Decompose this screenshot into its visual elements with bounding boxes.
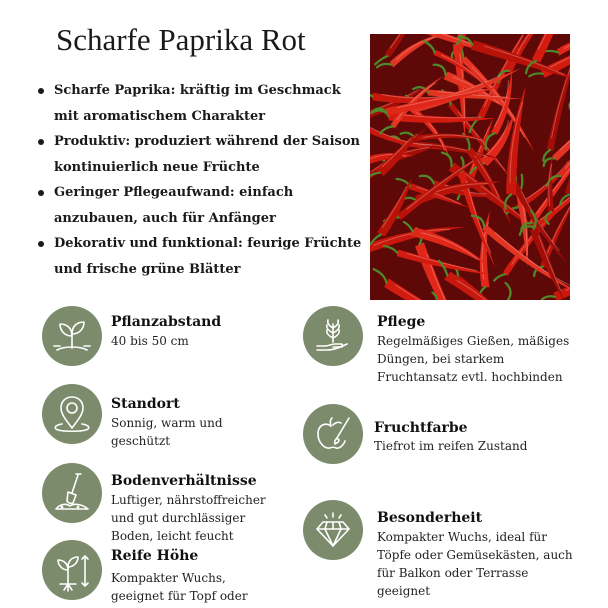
watering-hand-icon — [303, 306, 363, 366]
feature-bullet-list — [36, 78, 366, 282]
hoehe-text: Kompakter Wuchs, geeignet für Topf oder — [111, 571, 248, 603]
bullet-item: Dekorativ und funktional: feurige Früchte und frische grüne Blätter — [36, 231, 366, 282]
pflanzabstand-title: Pflanzabstand — [111, 314, 222, 330]
besonderheit-title: Besonderheit — [377, 510, 483, 526]
besonderheit-text: Kompakter Wuchs, ideal für Töpfe oder Gemüsekästen, auch für Balkon oder Terrasse geeignet — [377, 530, 573, 598]
apple-brush-icon — [303, 404, 363, 464]
pflanzabstand-text: 40 bis 50 cm — [111, 334, 189, 348]
pflege-text: Regelmäßiges Gießen, mäßiges Düngen, bei starkem Fruchtansatz evtl. hochbinden — [377, 334, 570, 384]
chili-pepper-photo — [370, 34, 570, 300]
seedling-hand-icon — [42, 306, 102, 366]
bullet-item: Produktiv: produziert während der Saison kontinuierlich neue Früchte — [36, 129, 366, 180]
fruchtfarbe-title: Fruchtfarbe — [374, 420, 468, 436]
diamond-icon — [303, 500, 363, 560]
standort-title: Standort — [111, 396, 180, 412]
plant-height-icon — [42, 540, 102, 600]
page-title: Scharfe Paprika Rot — [56, 22, 306, 57]
boden-text: Luftiger, nährstoffreicher und gut durchlässiger Boden, leicht feucht — [111, 493, 266, 543]
shovel-soil-icon — [42, 463, 102, 523]
red-chili-peppers-icon — [370, 34, 570, 300]
pflege-title: Pflege — [377, 314, 426, 330]
bullet-item: Scharfe Paprika: kräftig im Geschmack mit aromatischem Charakter — [36, 78, 366, 129]
fruchtfarbe-text: Tiefrot im reifen Zustand — [374, 439, 528, 453]
bullet-item: Geringer Pflegeaufwand: einfach anzubauen, auch für Anfänger — [36, 180, 366, 231]
standort-text: Sonnig, warm und geschützt — [111, 416, 223, 448]
boden-title: Bodenverhältnisse — [111, 473, 257, 489]
location-pin-icon — [42, 384, 102, 444]
hoehe-title: Reife Höhe — [111, 548, 199, 564]
